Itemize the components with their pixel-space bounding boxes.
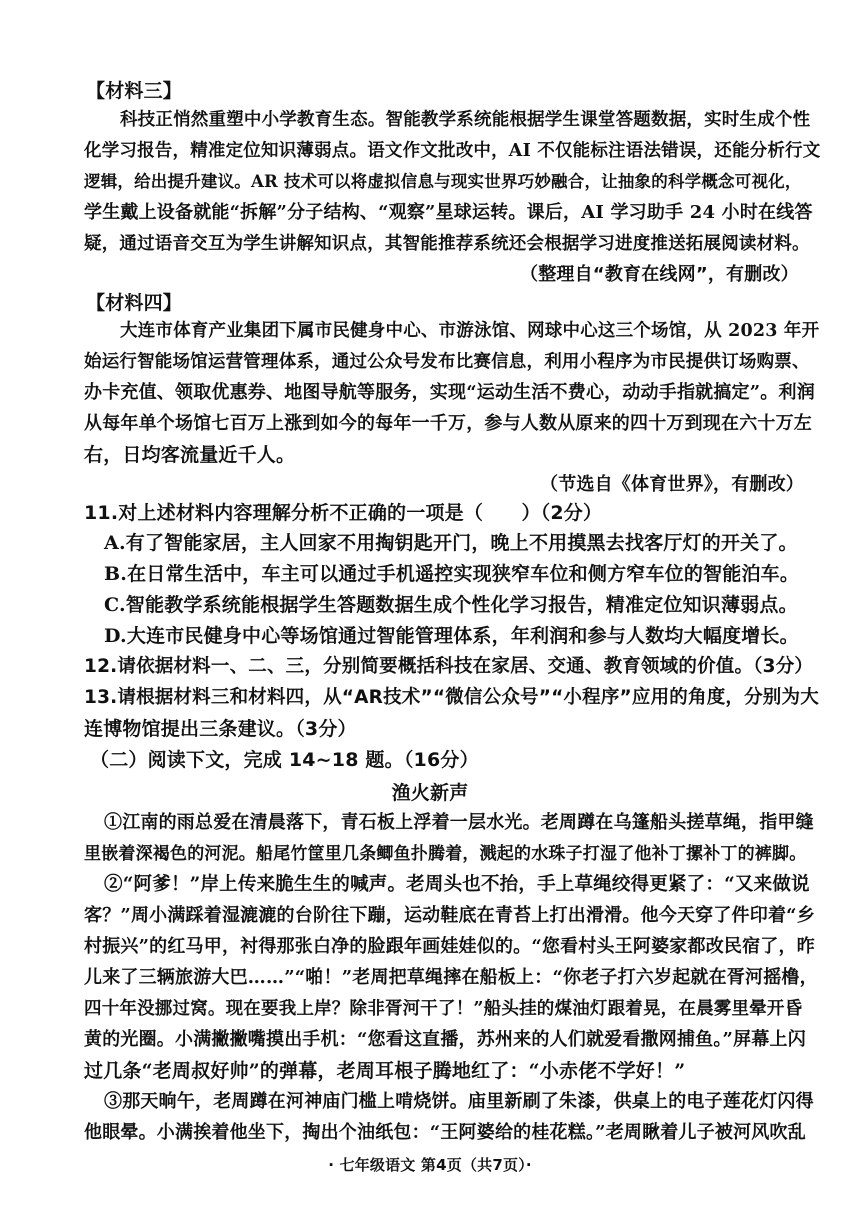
story-line-4: 客？”周小满踩着湿漉漉的台阶往下蹦，运动鞋底在青苔上打出滑滑。他今天穿了件印着“乡	[84, 905, 815, 926]
material4-line-3: 办卡充值、领取优惠券、地图导航等服务，实现“运动生活不费心，动动手指就搞定”。利润	[84, 382, 815, 403]
section2-heading: （二）阅读下文，完成 14~18 题。（16分）	[90, 749, 479, 771]
material3-line-4: 学生戴上设备就能“拆解”分子结构、“观察”星球运转。课后，AI 学习助手 24 小时在线答	[84, 202, 813, 223]
story-line-5: 村振兴”的红马甲，衬得那张白净的脸跟年画娃娃似的。“您看村头王阿婆家都改民宿了，昨	[84, 936, 815, 957]
material3-source: （整理自“教育在线网”，有删改）	[520, 264, 799, 285]
story-line-8: 黄的光圈。小满撇撇嘴摸出手机：“您看这直播，苏州来的人们就爱看撒网捕鱼。”屏幕上闪	[84, 1029, 806, 1050]
question-11: 11.对上述材料内容理解分析不正确的一项是（ ）（2分）	[84, 502, 603, 524]
story-line-6: 儿来了三辆旅游大巴……”“啪！”老周把草绳摔在船板上：“你老子打六岁起就在胥河摇橹，	[84, 967, 818, 988]
material4-line-2: 始运行智能场馆运营管理体系，通过公众号发布比赛信息，利用小程序为市民提供订场购票、	[84, 352, 810, 372]
story-line-7: 四十年没挪过窝。现在要我上岸？除非胥河干了！”船头挂的煤油灯跟着晃，在晨雾里晕开昏	[84, 999, 803, 1019]
story-line-2: 里嵌着深褐色的河泥。船尾竹筐里几条鲫鱼扑腾着，溅起的水珠子打湿了他补丁摞补丁的裤脚。	[84, 844, 807, 864]
material3-heading: 【材料三】	[86, 80, 183, 102]
q11-option-b: B.在日常生活中，车主可以通过手机遥控实现狭窄车位和侧方窄车位的智能泊车。	[104, 563, 800, 585]
q11-option-a: A.有了智能家居，主人回家不用掏钥匙开门，晚上不用摸黑去找客厅灯的开关了。	[104, 532, 798, 554]
material3-line-5: 疑，通过语音交互为学生讲解知识点，其智能推荐系统还会根据学习进度推送拓展阅读材料。	[84, 234, 810, 254]
material4-line-5: 右，日均客流量近千人。	[84, 444, 296, 466]
q11-option-d: D.大连市民健身中心等场馆通过智能管理体系，年利润和参与人数均大幅度增长。	[104, 625, 799, 647]
story-title: 渔火新声	[391, 782, 469, 804]
story-line-11: 他眼晕。小满挨着他坐下，掏出个油纸包：“王阿婆给的桂花糕。”老周瞅着儿子被河风吹乱	[84, 1122, 806, 1143]
page-footer: · 七年级语文 第4页（共7页）·	[328, 1156, 532, 1174]
material4-line-4: 从每年单个场馆七百万上涨到如今的每年一千万，参与人数从原来的四十万到现在六十万左	[84, 413, 812, 434]
story-line-1: ①江南的雨总爱在清晨落下，青石板上浮着一层水光。老周蹲在乌篷船头搓草绳，指甲缝	[104, 812, 814, 833]
material3-line-2: 化学习报告，精准定位知识薄弱点。语文作文批改中，AI 不仅能标注语法错误，还能分析行文	[84, 141, 821, 161]
question-12: 12.请依据材料一、二、三，分别简要概括科技在家居、交通、教育领域的价值。（3分）	[84, 656, 814, 677]
question-13-line-2: 连博物馆提出三条建议。（3分）	[84, 718, 357, 740]
story-line-10: ③那天晌午，老周蹲在河神庙门槛上啃烧饼。庙里新刷了朱漆，供桌上的电子莲花灯闪得	[104, 1091, 814, 1112]
material4-heading: 【材料四】	[86, 292, 183, 314]
story-line-3: ②“阿爹！”岸上传来脆生生的喊声。老周头也不抬，手上草绳绞得更紧了：“又来做说	[104, 874, 810, 895]
material4-line-1: 大连市体育产业集团下属市民健身中心、市游泳馆、网球中心这三个场馆，从 2023 年开	[120, 321, 820, 341]
material4-source: （节选自《体育世界》，有删改）	[540, 474, 804, 495]
material3-line-1: 科技正悄然重塑中小学教育生态。智能教学系统能根据学生课堂答题数据，实时生成个性	[120, 110, 811, 130]
material3-line-3: 逻辑，给出提升建议。AR 技术可以将虚拟信息与现实世界巧妙融合，让抽象的科学概念可视化，	[84, 172, 802, 191]
question-13-line-1: 13.请根据材料三和材料四，从“AR技术”“微信公众号”“小程序”应用的角度，分别为大	[84, 687, 819, 708]
q11-option-c: C.智能教学系统能根据学生答题数据生成个性化学习报告，精准定位知识薄弱点。	[104, 594, 798, 616]
story-line-9: 过几条“老周叔好帅”的弹幕，老周耳根子腾地红了：“小赤佬不学好！”	[84, 1060, 686, 1082]
